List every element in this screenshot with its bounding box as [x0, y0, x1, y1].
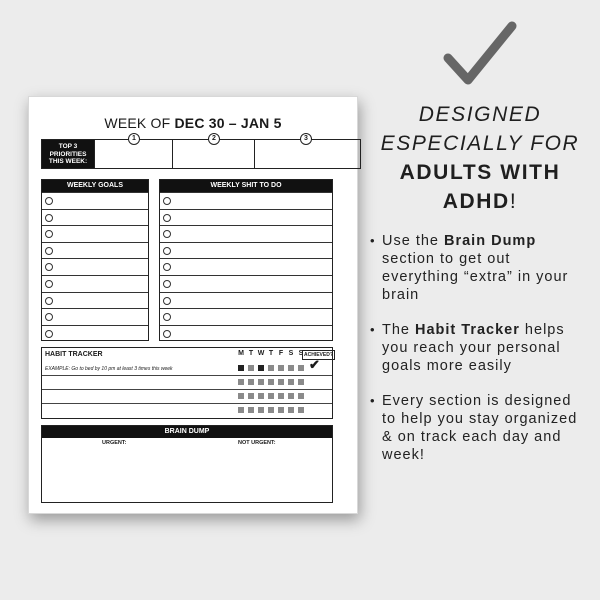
- checkbox-circle-icon: [163, 263, 171, 271]
- checkbox-circle-icon: [45, 297, 53, 305]
- bullet-text: helps you reach your personal goals more easily: [382, 322, 565, 374]
- checkbox-circle-icon: [163, 280, 171, 288]
- feature-list: [368, 232, 590, 481]
- habit-day-box: [238, 393, 244, 399]
- bullet-text: Use the: [382, 233, 444, 249]
- habit-day-box: [248, 393, 254, 399]
- todo-row: [160, 242, 332, 259]
- checkbox-circle-icon: [45, 313, 53, 321]
- habit-row-line: [42, 389, 332, 390]
- urgent-label: URGENT:: [102, 440, 127, 446]
- habit-day-box: [278, 407, 284, 413]
- goal-row: [42, 192, 148, 209]
- goal-row: [42, 209, 148, 226]
- todo-row: [160, 225, 332, 242]
- goal-row: [42, 292, 148, 309]
- weekly-goals-box: [41, 179, 149, 341]
- habit-day-box: [288, 365, 294, 371]
- checkbox-circle-icon: [45, 197, 53, 205]
- todo-row: [160, 275, 332, 292]
- goal-row: [42, 242, 148, 259]
- habit-day-box: [258, 365, 264, 371]
- habit-day-box: [238, 407, 244, 413]
- habit-day-box: [238, 365, 244, 371]
- priority-number-3: 3: [300, 133, 312, 145]
- brain-dump-title: BRAIN DUMP: [42, 426, 332, 438]
- goal-row: [42, 225, 148, 242]
- habit-day-box: [268, 407, 274, 413]
- todo-row: [160, 192, 332, 209]
- checkmark-icon: ✔: [309, 357, 320, 372]
- checkbox-circle-icon: [163, 197, 171, 205]
- priority-divider: [94, 140, 95, 168]
- bullet-text: section to get out everything “extra” in your brain: [382, 251, 569, 303]
- habit-day-box: [258, 379, 264, 385]
- todo-row: [160, 292, 332, 309]
- goal-row: [42, 308, 148, 325]
- checkbox-circle-icon: [163, 330, 171, 338]
- priority-number-1: 1: [128, 133, 140, 145]
- priority-divider: [254, 140, 255, 168]
- headline-adhd: ADHD: [442, 190, 510, 213]
- list-item: [368, 321, 590, 375]
- planner-sheet: [28, 96, 358, 514]
- habit-tracker-box: [41, 347, 333, 419]
- weekly-goals-title: WEEKLY GOALS: [42, 180, 148, 192]
- week-prefix: WEEK OF: [104, 115, 175, 131]
- week-title: [29, 115, 357, 131]
- habit-day-box: [278, 393, 284, 399]
- list-item: [368, 232, 590, 304]
- habit-day-box: [248, 407, 254, 413]
- headline-exclaim: !: [509, 190, 518, 213]
- headline-line-2: ESPECIALLY FOR: [380, 132, 580, 155]
- priority-number-2: 2: [208, 133, 220, 145]
- habit-day-box: [298, 379, 304, 385]
- habit-tracker-title: HABIT TRACKER: [45, 351, 103, 358]
- priority-divider: [172, 140, 173, 168]
- bullet-bold: Habit Tracker: [415, 322, 520, 338]
- day-label: M: [238, 350, 244, 357]
- day-label: F: [278, 350, 284, 357]
- priorities-label: TOP 3 PRIORITIES THIS WEEK:: [42, 140, 94, 168]
- todo-row: [160, 258, 332, 275]
- habit-day-box: [298, 393, 304, 399]
- day-label: S: [298, 350, 304, 357]
- habit-day-box: [278, 365, 284, 371]
- goal-row: [42, 275, 148, 292]
- todo-row: [160, 308, 332, 325]
- todo-row: [160, 209, 332, 226]
- habit-days: [236, 350, 306, 357]
- habit-day-box: [268, 379, 274, 385]
- checkbox-circle-icon: [163, 214, 171, 222]
- habit-day-box: [248, 365, 254, 371]
- checkbox-circle-icon: [163, 297, 171, 305]
- headline-line-4: [370, 187, 590, 216]
- checkbox-circle-icon: [45, 330, 53, 338]
- checkbox-circle-icon: [45, 214, 53, 222]
- goal-row: [42, 325, 148, 342]
- checkbox-circle-icon: [163, 247, 171, 255]
- habit-day-box: [258, 393, 264, 399]
- habit-day-box: [288, 379, 294, 385]
- habit-row-line: [42, 403, 332, 404]
- headline-line-1: DESIGNED: [418, 103, 542, 126]
- checkbox-circle-icon: [45, 280, 53, 288]
- checkbox-circle-icon: [163, 230, 171, 238]
- weekly-todo-title: WEEKLY SHIT TO DO: [160, 180, 332, 192]
- not-urgent-label: NOT URGENT:: [238, 440, 276, 446]
- day-label: T: [268, 350, 274, 357]
- list-item: [368, 392, 590, 464]
- checkmark-icon: [440, 20, 520, 90]
- habit-day-box: [298, 407, 304, 413]
- habit-day-box: [288, 407, 294, 413]
- brain-dump-box: [41, 425, 333, 503]
- checkbox-circle-icon: [45, 247, 53, 255]
- priorities-box: [41, 135, 361, 169]
- habit-day-box: [298, 365, 304, 371]
- checkbox-circle-icon: [45, 230, 53, 238]
- weekly-todo-box: [159, 179, 333, 341]
- checkbox-circle-icon: [163, 313, 171, 321]
- achieved-label: ACHIEVED?: [304, 352, 333, 358]
- checkbox-circle-icon: [45, 263, 53, 271]
- week-dates: DEC 30 – JAN 5: [174, 115, 282, 131]
- day-label: S: [288, 350, 294, 357]
- habit-day-box: [258, 407, 264, 413]
- habit-row-line: [42, 375, 332, 376]
- habit-day-box: [268, 365, 274, 371]
- habit-day-box: [288, 393, 294, 399]
- goal-row: [42, 258, 148, 275]
- habit-day-box: [268, 393, 274, 399]
- bullet-text: The: [382, 322, 416, 338]
- day-label: W: [257, 350, 265, 357]
- habit-day-box: [238, 379, 244, 385]
- bullet-text: Every section is designed to help you stay organized & on track each day and week!: [382, 393, 578, 463]
- habit-day-box: [248, 379, 254, 385]
- habit-example: EXAMPLE: Go to bed by 10 pm at least 3 times this week: [45, 366, 173, 372]
- todo-row: [160, 325, 332, 342]
- headline: [370, 100, 590, 216]
- day-label: T: [248, 350, 254, 357]
- habit-day-box: [278, 379, 284, 385]
- headline-line-3: ADULTS WITH: [399, 161, 561, 184]
- bullet-bold: Brain Dump: [444, 233, 537, 249]
